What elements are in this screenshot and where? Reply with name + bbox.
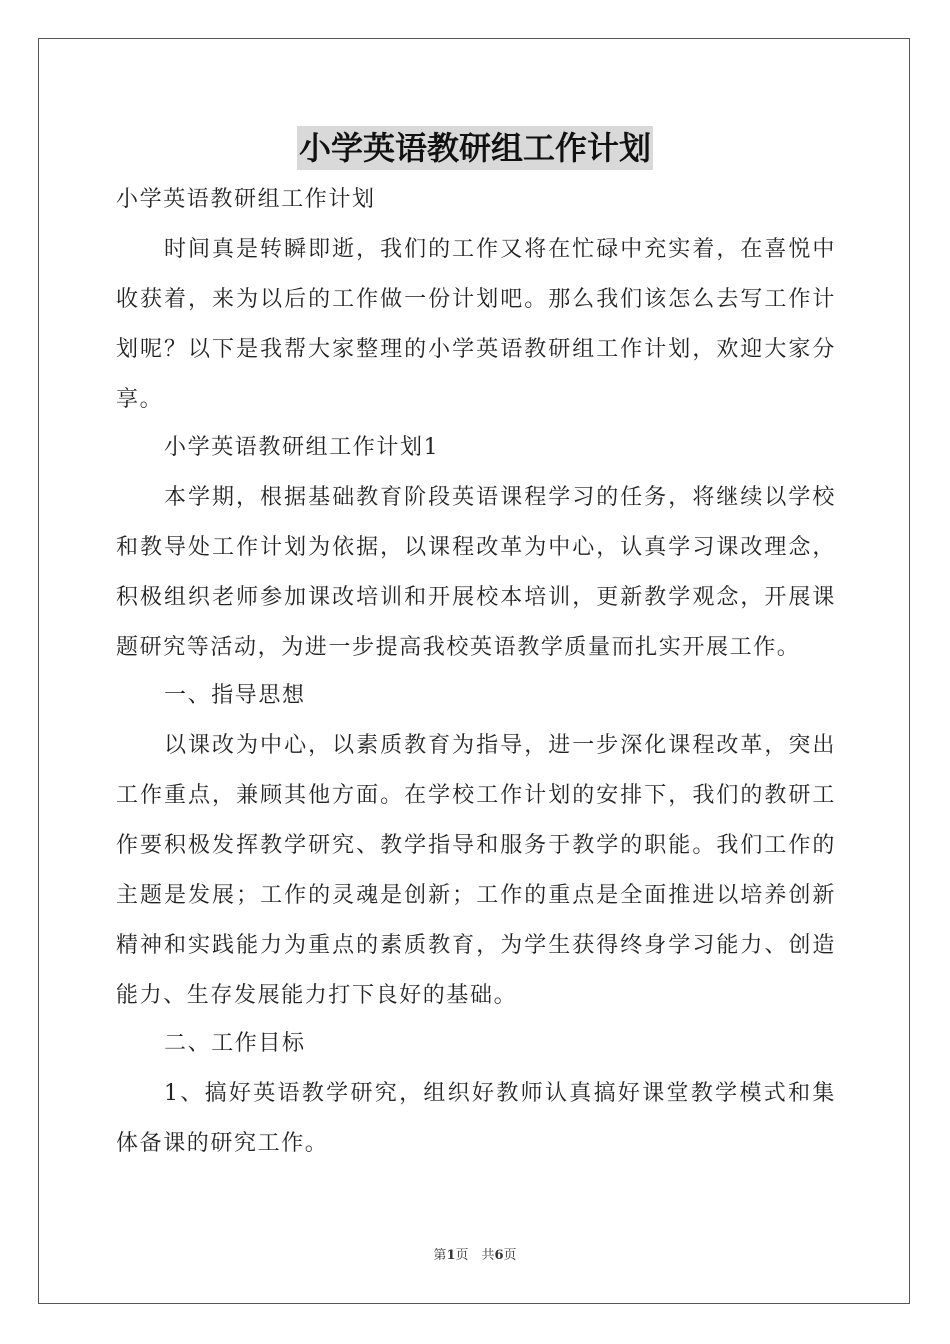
guiding-ideology-body: 以课改为中心，以素质教育为指导，进一步深化课程改革，突出工作重点，兼顾其他方面。在学校工作计划的安排下，我们的教研工作要积极发挥教学研究、教学指导和服务于教学的职能。我们工作的主题是发展；工作的灵魂是创新；工作的重点是全面推进以培养创新精神和实践能力为重点的素质教育，为学生获得终身学习能力、创造能力、生存发展能力打下良好的基础。 — [116, 733, 836, 1008]
document-title: 小学英语教研组工作计划 — [297, 126, 653, 170]
footer-mid: 页 共 — [455, 1248, 495, 1263]
footer-prefix: 第 — [433, 1248, 447, 1263]
work-goal-item-1: 1、搞好英语教学研究，组织好教师认真搞好课堂教学模式和集体备课的研究工作。 — [116, 1081, 836, 1156]
intro-paragraph: 时间真是转瞬即逝，我们的工作又将在忙碌中充实着，在喜悦中收获着，来为以后的工作做一份计划吧。那么我们该怎么去写工作计划呢？以下是我帮大家整理的小学英语教研组工作计划，欢迎大家分享。 — [116, 237, 836, 412]
heading-guiding-ideology: 一、指导思想 — [164, 683, 306, 708]
footer-suffix: 页 — [503, 1248, 517, 1263]
section1-body: 本学期，根据基础教育阶段英语课程学习的任务，将继续以学校和教导处工作计划为依据，以课程改革为中心，认真学习课改理念，积极组织老师参加课改培训和开展校本培训，更新教学观念，开展课题研究等活动，为进一步提高我校英语教学质量而扎实开展工作。 — [116, 485, 836, 660]
footer-current-page: 1 — [446, 1248, 456, 1263]
document-subtitle: 小学英语教研组工作计划 — [116, 187, 376, 212]
title-container — [0, 126, 950, 170]
footer-total-pages: 6 — [494, 1248, 504, 1263]
section1-title: 小学英语教研组工作计划1 — [164, 435, 440, 460]
page-footer — [0, 1244, 950, 1263]
heading-work-goals: 二、工作目标 — [164, 1031, 306, 1056]
